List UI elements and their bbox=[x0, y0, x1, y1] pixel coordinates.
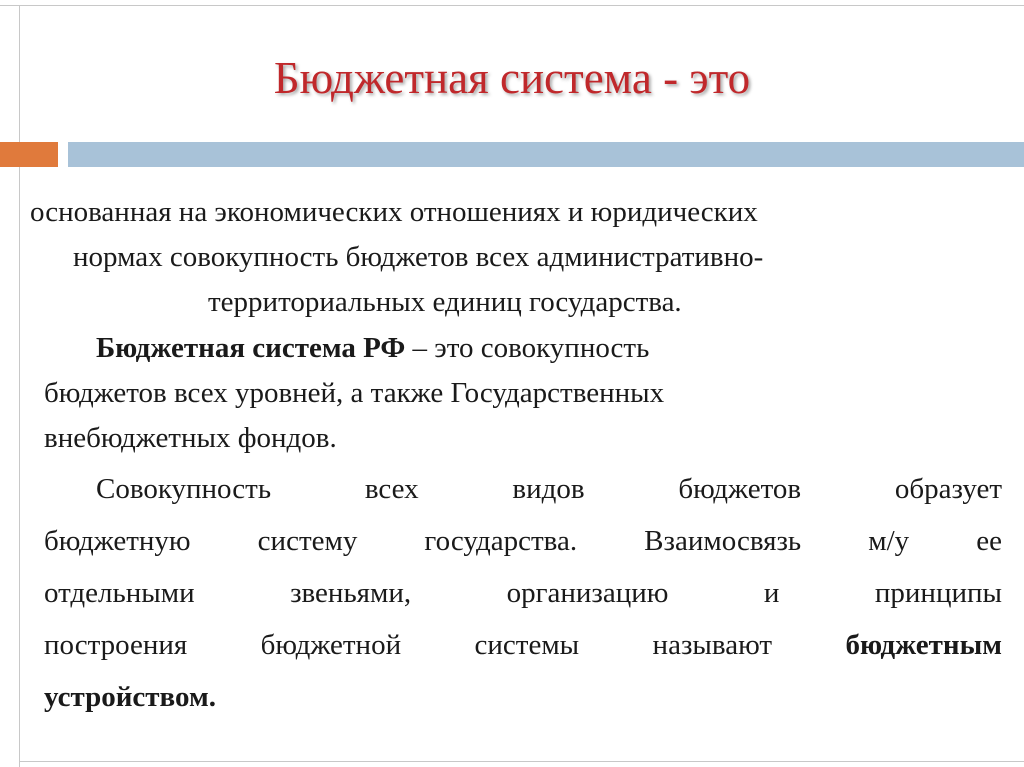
structure-line-2: бюджетную систему государства. Взаимосвязь м/у ее bbox=[44, 525, 1002, 557]
slide-frame-left bbox=[19, 5, 20, 767]
definition-line-3: территориальных единиц государства. bbox=[208, 286, 682, 318]
slide-frame-bottom bbox=[19, 761, 1024, 762]
slide-frame-top bbox=[0, 5, 1024, 6]
rf-definition-line-1 bbox=[44, 326, 664, 371]
structure-line-4-bold: бюджетным bbox=[845, 629, 1002, 661]
rf-definition-line-3: внебюджетных фондов. bbox=[44, 422, 337, 454]
budget-structure-paragraph bbox=[44, 463, 1002, 723]
rf-definition-term: Бюджетная система РФ bbox=[96, 332, 406, 364]
definition-line-1: основанная на экономических отношениях и юридических bbox=[30, 196, 758, 228]
accent-bar-blue bbox=[68, 142, 1024, 167]
definition-line-2: нормах совокупность бюджетов всех административно- bbox=[73, 241, 764, 273]
accent-bar-orange bbox=[0, 142, 58, 167]
structure-line-3: отдельными звеньями, организацию и принципы bbox=[44, 577, 1002, 609]
structure-line-4-plain: построения бюджетной системы называют bbox=[44, 629, 846, 661]
rf-definition-line-2: бюджетов всех уровней, а также Государственных bbox=[44, 377, 665, 409]
rf-definition-line-1-rest: – это совокупность bbox=[405, 332, 650, 364]
structure-line-5-bold: устройством. bbox=[44, 681, 216, 713]
structure-line-1: Совокупность всех видов бюджетов образует bbox=[96, 473, 1002, 505]
definition-paragraph bbox=[30, 190, 763, 325]
rf-definition-paragraph bbox=[44, 326, 664, 461]
slide-title: Бюджетная система - это bbox=[273, 53, 751, 103]
structure-line-4 bbox=[44, 619, 1002, 671]
